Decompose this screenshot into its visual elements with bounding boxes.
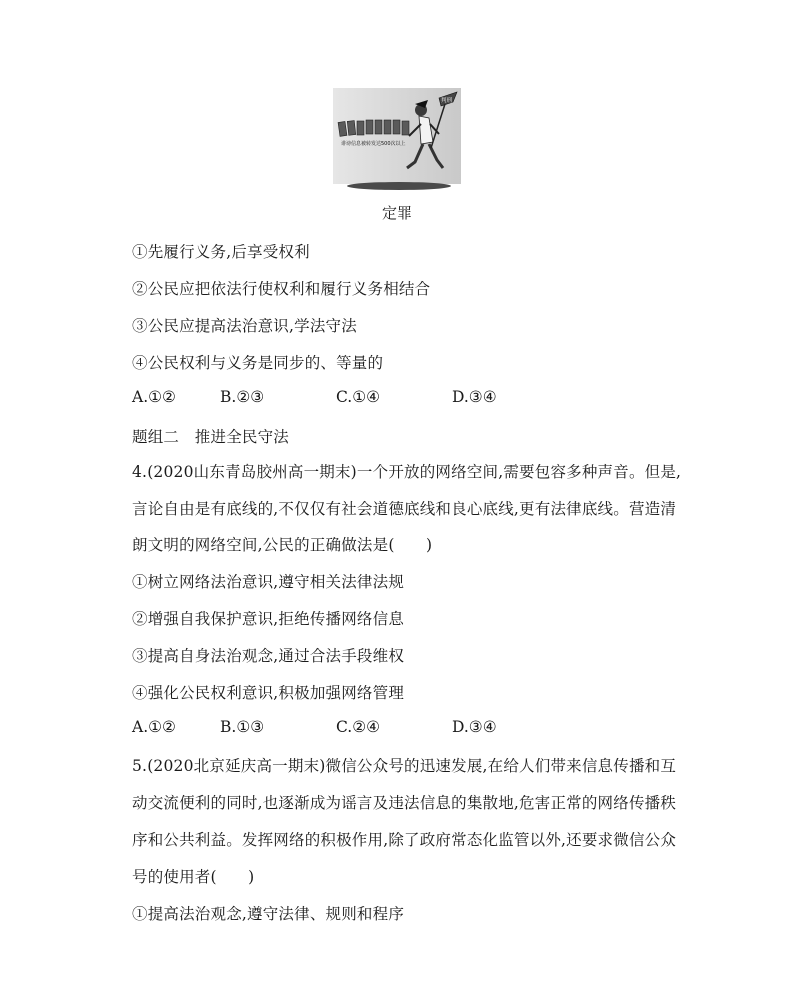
cartoon-drawing xyxy=(333,88,461,192)
q5-statement-1: ①提高法治观念,遵守法律、规则和程序 xyxy=(132,905,405,923)
q4-option-c: C.②④ xyxy=(336,718,381,736)
q3-statement-2: ②公民应把依法行使权利和履行义务相结合 xyxy=(132,280,431,298)
q3-option-b: B.②③ xyxy=(220,388,265,406)
sign-text: 判刑 xyxy=(441,98,453,104)
q3-option-c: C.①④ xyxy=(336,388,381,406)
banner-text: 诽谤信息被转发达500次以上 xyxy=(341,141,406,147)
section-title: 题组二 推进全民守法 xyxy=(132,428,290,446)
q5-stem-line-2: 动交流便利的同时,也逐渐成为谣言及违法信息的集散地,危害正常的网络传播秩 xyxy=(132,794,677,812)
q3-statement-1: ①先履行义务,后享受权利 xyxy=(132,243,310,261)
q4-option-d: D.③④ xyxy=(452,718,497,736)
q4-statement-1: ①树立网络法治意识,遵守相关法律法规 xyxy=(132,573,405,591)
q3-option-a: A.①② xyxy=(132,388,176,406)
q4-stem-line-2: 言论自由是有底线的,不仅仅有社会道德底线和良心底线,更有法律底线。营造清 xyxy=(132,500,677,518)
q4-statement-2: ②增强自我保护意识,拒绝传播网络信息 xyxy=(132,610,405,628)
q4-stem-line-1: 4.(2020山东青岛胶州高一期末)一个开放的网络空间,需要包容多种声音。但是, xyxy=(132,463,682,481)
q5-stem-line-1: 5.(2020北京延庆高一期末)微信公众号的迅速发展,在给人们带来信息传播和互 xyxy=(132,757,677,775)
q4-statement-3: ③提高自身法治观念,通过合法手段维权 xyxy=(132,647,405,665)
cartoon-illustration xyxy=(333,88,461,192)
q3-option-d: D.③④ xyxy=(452,388,497,406)
q5-stem-line-4: 号的使用者( ) xyxy=(132,868,255,886)
q3-statement-4: ④公民权利与义务是同步的、等量的 xyxy=(132,354,384,372)
figure-caption: 定罪 xyxy=(381,204,412,222)
q4-stem-line-3: 朗文明的网络空间,公民的正确做法是( ) xyxy=(132,536,433,554)
q4-option-b: B.①③ xyxy=(220,718,265,736)
q4-option-a: A.①② xyxy=(132,718,176,736)
q5-stem-line-3: 序和公共利益。发挥网络的积极作用,除了政府常态化监管以外,还要求微信公众 xyxy=(132,831,677,849)
q4-statement-4: ④强化公民权利意识,积极加强网络管理 xyxy=(132,684,405,702)
q3-statement-3: ③公民应提高法治意识,学法守法 xyxy=(132,317,357,335)
